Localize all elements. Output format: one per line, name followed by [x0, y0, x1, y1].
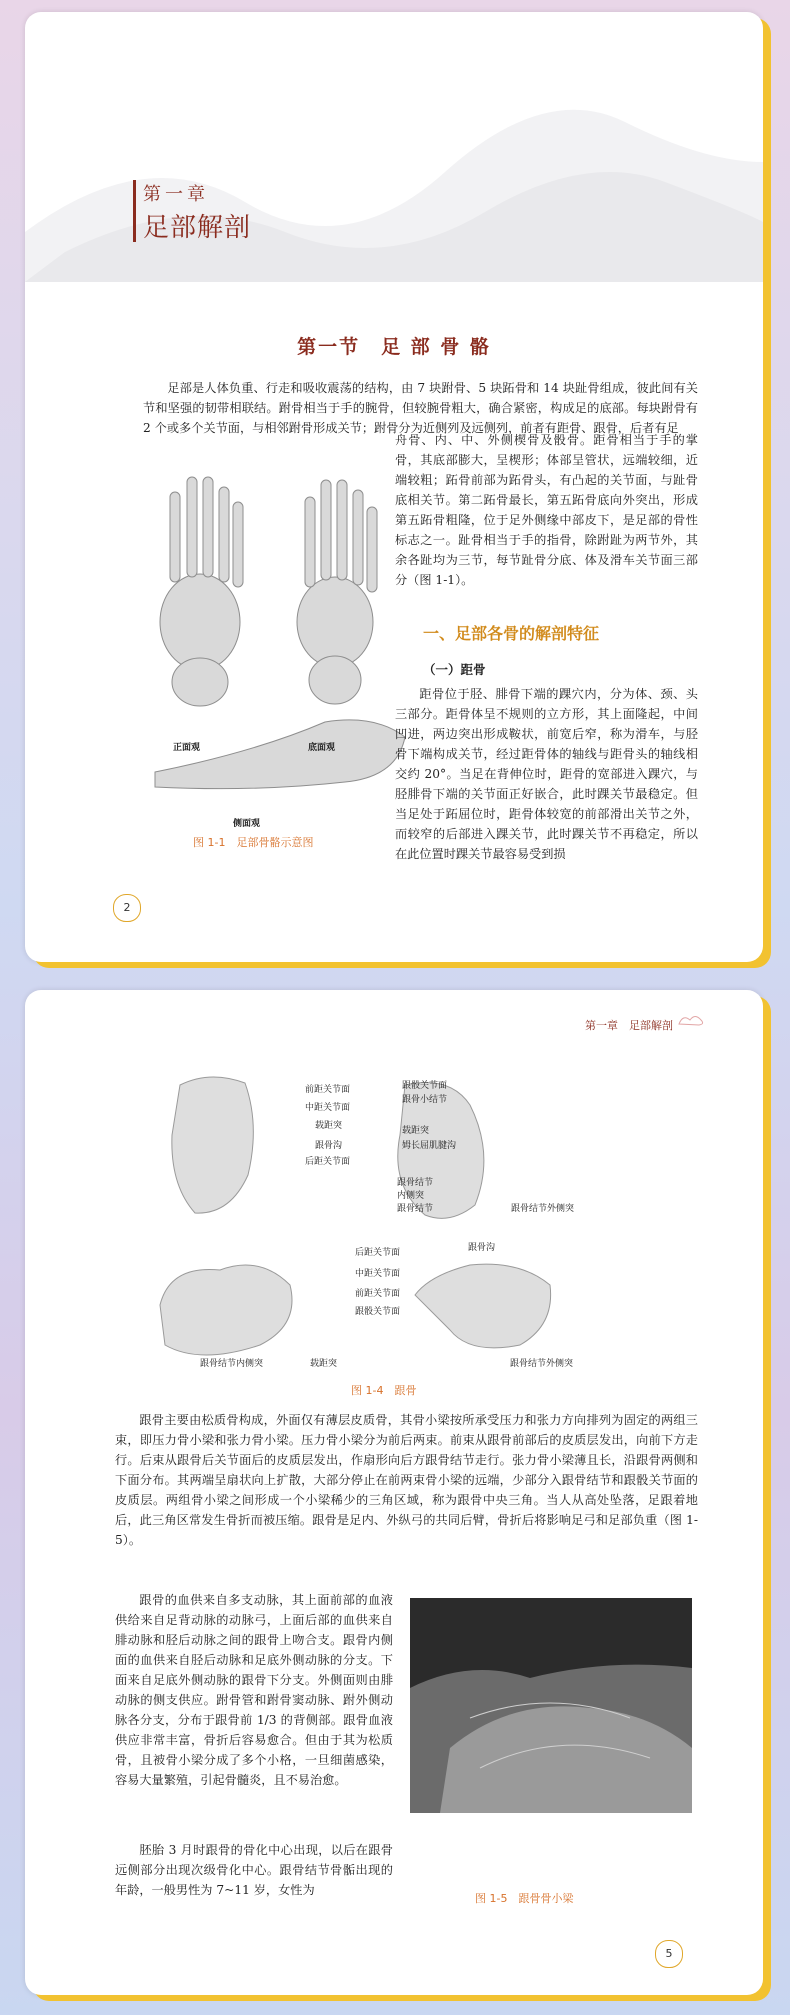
label-anterior-talar: 前距关节面 [305, 1085, 351, 1095]
label-b-calcaneocuboid: 跟骰关节面 [355, 1307, 401, 1317]
label-sustentaculum-r: 载距突 [402, 1126, 430, 1136]
label-sustentaculum: 载距突 [315, 1121, 343, 1131]
subsection-heading: 一、足部各骨的解剖特征 [423, 624, 600, 643]
chapter-title: 足部解剖 [143, 213, 252, 243]
fig-label-front: 正面观 [173, 743, 201, 753]
label-b-anterior-talar: 前距关节面 [355, 1289, 401, 1299]
label-calcaneocuboid: 跟骰关节面 [402, 1081, 448, 1091]
fig-label-side: 侧面观 [233, 819, 261, 829]
label-b-middle-talar: 中距关节面 [355, 1269, 401, 1279]
section-title: 第一节 足 部 骨 骼 [297, 336, 491, 358]
right-column-paragraph: 舟骨、内、中、外侧楔骨及骰骨。距骨相当于手的掌骨，其底部膨大，呈楔形；体部呈管状，远端较细，近端较粗；跖骨前部为跖骨头，有凸起的关节面，与趾骨底相关节。第二跖骨最长，第五跖骨底向外突出，形成第五跖骨粗隆，位于足外侧缘中部皮下，是足部的骨性标志之一。趾骨相当于手的指骨，除跗趾为两节外，其余各趾均为三节，每节趾骨分底、体及滑车关节面三部分（图 1-1）。 [395, 433, 698, 587]
fig1-caption: 图 1-1 足部骨骼示意图 [193, 836, 314, 849]
blood-supply-paragraph: 跟骨的血供来自多支动脉，其上面前部的血液供给来自足背动脉的动脉弓，上面后部的血供来自腓动脉和胫后动脉之间的跟骨上吻合支。跟骨内侧面的血供来自胫后动脉和足底外侧动脉的分支。下面来自足底外侧动脉的跟骨下分支。外侧面则由腓动脉的侧支供应。跗骨管和跗骨窦动脉、跗外侧动脉各分支，分布于跟骨前 1/3 的背侧部。跟骨血液供应非常丰富，骨折后容易愈合。但由于其为松质骨，且被骨小梁分成了多个小格，一旦细菌感染，容易大量繁殖，引起骨髓炎，且不易治愈。 [115, 1593, 393, 1787]
label-posterior-talar: 后距关节面 [305, 1157, 351, 1167]
label-b-calcaneal-groove: 跟骨沟 [468, 1243, 496, 1253]
intro-paragraph: 足部是人体负重、行走和吸收震荡的结构，由 7 块跗骨、5 块跖骨和 14 块趾骨组成，彼此间有关节和坚强的韧带相联结。跗骨相当于手的腕骨，但较腕骨粗大，确合紧密，构成足的底部。每块跗骨有 2 个或多个关节面，与相邻跗骨形成关节；跗骨分为近侧列及远侧列，前者有距骨、跟骨，后者有足 [143, 381, 698, 435]
book-page-right [25, 990, 763, 1995]
label-small-tuberosity: 跟骨小结节 [402, 1095, 448, 1105]
label-b-medial-process: 跟骨结节内侧突 [200, 1359, 264, 1369]
running-head: 第一章 足部解剖 [585, 1019, 673, 1032]
page-number: 2 [113, 894, 141, 922]
ossification-paragraph: 胚胎 3 月时跟骨的骨化中心出现，以后在跟骨远侧部分出现次级骨化中心。跟骨结节骨骺出现的年龄，一般男性为 7~11 岁，女性为 [115, 1843, 393, 1897]
label-b-lateral-process: 跟骨结节外侧突 [510, 1359, 574, 1369]
label-middle-talar: 中距关节面 [305, 1103, 351, 1113]
label-tuberosity: 跟骨结节 [397, 1204, 434, 1214]
cloud-icon [677, 1012, 705, 1028]
calcaneus-xray [410, 1598, 692, 1813]
label-calcaneal-sulcus: 跟骨沟 [315, 1141, 343, 1151]
label-medial-process: 跟骨结节内侧突 [397, 1178, 434, 1201]
label-fhl-groove: 姆长屈肌腱沟 [402, 1141, 457, 1151]
book-page-left [25, 12, 763, 962]
chapter-number: 第一章 [143, 184, 209, 205]
talus-paragraph: 距骨位于胫、腓骨下端的踝穴内，分为体、颈、头三部分。距骨体呈不规则的立方形，其上面隆起，中间凹进，两边突出形成鞍状，前宽后窄，称为滑车，与胫骨下端构成关节，经过距骨体的轴线与距骨头的轴线相交约 20°。当足在背伸位时，距骨的宽部进入踝穴，与胫腓骨下端的关节面正好嵌合，此时踝关节最稳定。但当足处于跖屈位时，距骨体较宽的前部滑出关节之外，而较窄的后部进入踝关节，此时踝关节不再稳定，所以在此位置时踝关节最容易受到损 [395, 687, 698, 861]
calcaneus-paragraph: 跟骨主要由松质骨构成，外面仅有薄层皮质骨，其骨小梁按所承受压力和张力方向排列为固定的两组三束，即压力骨小梁和张力骨小梁。压力骨小梁分为前后两束。前束从跟骨前部后的皮质层发出，向前下方走行。后束从跟骨后关节面后的皮质层发出，作扇形向后方跟骨结节走行。张力骨小梁薄且长，沿跟骨两侧和下面分布。其两端呈扇状向上扩散，大部分停止在前两束骨小梁的远端，少部分入跟骨结节和跟骰关节面的皮质层。两组骨小梁之间形成一个小梁稀少的三角区域，称为跟骨中央三角。当人从高处坠落，足跟着地后，此三角区常发生骨折而被压缩。跟骨是足内、外纵弓的共同后臂，骨折后将影响足弓和足部负重（图 1-5）。 [115, 1413, 698, 1547]
fig-label-bottom: 底面观 [308, 743, 336, 753]
chapter-accent-bar [133, 180, 136, 242]
page-number: 5 [655, 1940, 683, 1968]
label-b-posterior-talar: 后距关节面 [355, 1248, 401, 1258]
talus-heading: （一）距骨 [423, 662, 486, 677]
foot-skeleton-figure [135, 452, 415, 822]
label-b-sustentaculum: 载距突 [310, 1359, 338, 1369]
fig5-caption: 图 1-5 跟骨骨小梁 [475, 1892, 574, 1905]
fig4-caption: 图 1-4 跟骨 [351, 1384, 417, 1397]
label-lateral-process: 跟骨结节外侧突 [511, 1204, 575, 1214]
calcaneus-figure [150, 1065, 630, 1405]
